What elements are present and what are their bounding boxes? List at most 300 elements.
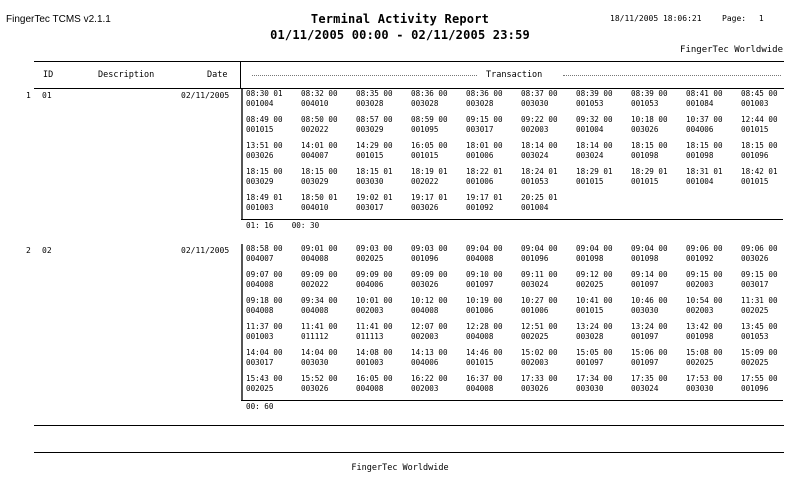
transaction-time: 09:06 00 [741,244,778,253]
transaction-time: 18:42 01 [741,167,778,176]
transaction-cell [741,322,796,348]
transaction-time: 09:15 00 [686,270,723,279]
transaction-user: 001015 [466,358,494,367]
transaction-time: 08:32 00 [301,89,338,98]
footer-company: FingerTec Worldwide [351,463,449,473]
transaction-cell [356,296,411,322]
transaction-cell [246,322,301,348]
transaction-user: 001098 [686,332,714,341]
transaction-cell [466,244,521,270]
app-name: FingerTec TCMS v2.1.1 [6,14,111,25]
transaction-cell [741,167,796,193]
transaction-cell [576,244,631,270]
transaction-cell [466,115,521,141]
transaction-user: 001098 [686,151,714,160]
transaction-cell [301,270,356,296]
transaction-cell [521,89,576,115]
record-date: 02/11/2005 [181,246,230,255]
transaction-user: 004008 [246,306,274,315]
transaction-cell [686,89,741,115]
transaction-time: 14:46 00 [466,348,503,357]
transaction-user: 002025 [246,384,274,393]
transaction-time: 09:06 00 [686,244,723,253]
record-summary: 00: 60 [246,402,274,411]
transaction-time: 16:22 00 [411,374,448,383]
transaction-time: 15:02 00 [521,348,558,357]
column-id: ID [43,70,54,80]
transaction-cell [631,244,686,270]
transaction-time: 09:32 00 [576,115,613,124]
transaction-user: 002003 [686,280,714,289]
transaction-user: 011112 [301,332,329,341]
transaction-user: 001004 [521,203,549,212]
transaction-time: 18:19 01 [411,167,448,176]
column-date: Date [207,70,228,80]
transaction-cell [466,322,521,348]
transaction-user: 001015 [411,151,439,160]
transaction-user: 003024 [521,151,549,160]
transaction-cell [246,296,301,322]
transaction-cell [356,141,411,167]
transaction-time: 15:06 00 [631,348,668,357]
transaction-cell [301,348,356,374]
transaction-cell [301,141,356,167]
transaction-user: 002022 [301,125,329,134]
transaction-cell [466,141,521,167]
transaction-cell [301,322,356,348]
transaction-time: 10:54 00 [686,296,723,305]
transaction-cell [466,270,521,296]
transaction-user: 002003 [411,384,439,393]
transaction-user: 003030 [686,384,714,393]
transaction-row [241,348,796,374]
transaction-time: 12:51 00 [521,322,558,331]
transaction-time: 08:37 00 [521,89,558,98]
transaction-time: 09:04 00 [576,244,613,253]
transaction-cell [741,115,796,141]
company-name: FingerTec Worldwide [680,45,783,55]
transaction-cell [686,296,741,322]
transaction-user: 001096 [521,254,549,263]
transaction-time: 09:09 00 [356,270,393,279]
transaction-cell [576,167,631,193]
transaction-cell [246,374,301,400]
transaction-time: 18:50 01 [301,193,338,202]
transaction-time: 08:45 00 [741,89,778,98]
transaction-time: 13:42 00 [686,322,723,331]
transaction-time: 09:07 00 [246,270,283,279]
transaction-cell [246,89,301,115]
transaction-user: 004006 [356,280,384,289]
transaction-time: 18:15 00 [246,167,283,176]
transaction-time: 12:44 00 [741,115,778,124]
transaction-cell [631,374,686,400]
transaction-user: 001015 [576,177,604,186]
transaction-user: 003026 [631,125,659,134]
transaction-cell [686,244,741,270]
transaction-time: 18:01 00 [466,141,503,150]
transaction-user: 001004 [686,177,714,186]
transaction-time: 18:14 00 [576,141,613,150]
transaction-cell [411,244,466,270]
transaction-time: 10:41 00 [576,296,613,305]
transaction-user: 001003 [356,358,384,367]
transaction-time: 09:12 00 [576,270,613,279]
transaction-user: 003029 [246,177,274,186]
transaction-time: 11:37 00 [246,322,283,331]
transaction-cell [246,348,301,374]
transaction-user: 001015 [356,151,384,160]
transaction-cell [521,141,576,167]
transaction-user: 004008 [411,306,439,315]
transaction-time: 08:41 00 [686,89,723,98]
transaction-user: 002025 [576,280,604,289]
transaction-cell [631,141,686,167]
transaction-time: 09:09 00 [301,270,338,279]
transaction-time: 11:41 00 [301,322,338,331]
transaction-user: 001015 [741,177,769,186]
transaction-cell [521,270,576,296]
transaction-user: 002003 [411,332,439,341]
transaction-cell [301,374,356,400]
transaction-time: 09:15 00 [466,115,503,124]
transaction-time: 18:15 01 [356,167,393,176]
transaction-user: 003026 [301,384,329,393]
transaction-time: 13:24 00 [631,322,668,331]
transaction-user: 001003 [246,332,274,341]
transaction-cell [631,322,686,348]
transaction-cell [521,244,576,270]
transaction-time: 15:08 00 [686,348,723,357]
transaction-cell [521,348,576,374]
transaction-cell [521,322,576,348]
transaction-user: 003024 [521,280,549,289]
transaction-row [241,193,796,219]
transaction-row [241,374,796,400]
transaction-cell [576,322,631,348]
transaction-time: 09:22 00 [521,115,558,124]
transaction-user: 002025 [741,306,769,315]
transaction-time: 18:29 01 [631,167,668,176]
transaction-cell [466,296,521,322]
transaction-user: 003030 [576,384,604,393]
transaction-user: 011113 [356,332,384,341]
transaction-user: 001098 [631,254,659,263]
transaction-time: 10:01 00 [356,296,393,305]
transaction-user: 003026 [246,151,274,160]
transaction-user: 001098 [631,151,659,160]
transaction-cell [741,141,796,167]
transaction-cell [631,115,686,141]
transaction-cell [576,374,631,400]
transaction-user: 002022 [411,177,439,186]
transaction-cell [686,322,741,348]
transaction-time: 18:31 01 [686,167,723,176]
record-number: 2 [26,246,31,255]
transaction-user: 001098 [576,254,604,263]
transaction-user: 001015 [246,125,274,134]
transaction-cell [301,244,356,270]
transaction-cell [521,374,576,400]
transaction-time: 14:04 00 [246,348,283,357]
transaction-cell [356,193,411,219]
transaction-grid [241,244,796,413]
transaction-user: 003026 [411,280,439,289]
transaction-user: 002003 [521,125,549,134]
record-id: 02 [42,246,52,255]
transaction-time: 18:14 00 [521,141,558,150]
transaction-user: 003028 [411,99,439,108]
transaction-time: 10:27 00 [521,296,558,305]
transaction-user: 001004 [246,99,274,108]
transaction-cell [246,167,301,193]
transaction-time: 18:15 00 [741,141,778,150]
page-indicator [722,14,764,23]
transaction-user: 003028 [466,99,494,108]
transaction-time: 08:50 00 [301,115,338,124]
transaction-time: 08:39 00 [576,89,613,98]
transaction-user: 003017 [466,125,494,134]
transaction-cell [576,115,631,141]
transaction-cell [356,322,411,348]
transaction-cell [411,270,466,296]
transaction-user: 002025 [741,358,769,367]
column-description: Description [98,70,155,80]
transaction-cell [741,296,796,322]
transaction-cell [411,89,466,115]
transaction-time: 09:01 00 [301,244,338,253]
transaction-user: 004007 [301,151,329,160]
transaction-time: 09:15 00 [741,270,778,279]
transaction-user: 002003 [686,306,714,315]
transaction-user: 001095 [411,125,439,134]
transaction-time: 12:28 00 [466,322,503,331]
transaction-user: 004006 [686,125,714,134]
transaction-time: 10:18 00 [631,115,668,124]
transaction-time: 19:02 01 [356,193,393,202]
footer-rule [34,452,784,453]
transaction-time: 08:49 00 [246,115,283,124]
transaction-time: 16:05 00 [411,141,448,150]
header-top-rule [34,61,784,62]
transaction-time: 17:35 00 [631,374,668,383]
transaction-cell [686,270,741,296]
transaction-grid [241,89,796,232]
transaction-row [241,141,796,167]
transaction-user: 001015 [576,306,604,315]
transaction-user: 001006 [466,177,494,186]
transaction-user: 004006 [411,358,439,367]
transaction-user: 001096 [411,254,439,263]
transaction-user: 004007 [246,254,274,263]
transaction-cell [356,270,411,296]
transaction-user: 003030 [521,99,549,108]
transaction-row [241,167,796,193]
transaction-user: 002003 [356,306,384,315]
transaction-cell [466,89,521,115]
transaction-user: 002003 [521,358,549,367]
transaction-user: 003030 [631,306,659,315]
transaction-cell [466,348,521,374]
report-date-range: 01/11/2005 00:00 - 02/11/2005 23:59 [270,28,530,42]
transaction-cell [246,270,301,296]
transaction-cell [246,115,301,141]
transaction-row [241,244,796,270]
transaction-user: 002025 [686,358,714,367]
transaction-cell [246,193,301,219]
transaction-cell [686,374,741,400]
transaction-time: 13:24 00 [576,322,613,331]
transaction-time: 16:05 00 [356,374,393,383]
transaction-cell [356,167,411,193]
printed-timestamp: 18/11/2005 18:06:21 [610,14,702,23]
transaction-user: 003030 [301,358,329,367]
transaction-time: 12:07 00 [411,322,448,331]
transaction-cell [741,270,796,296]
transaction-user: 001097 [631,280,659,289]
transaction-user: 004008 [466,384,494,393]
transaction-user: 003026 [521,384,549,393]
transaction-dash-left [252,75,477,76]
transaction-cell [246,141,301,167]
transaction-cell [411,322,466,348]
transaction-cell [411,296,466,322]
transaction-cell [521,296,576,322]
transaction-cell [521,193,576,219]
transaction-cell [246,244,301,270]
transaction-time: 18:22 01 [466,167,503,176]
transaction-user: 001006 [466,151,494,160]
transaction-time: 13:45 00 [741,322,778,331]
transaction-cell [576,141,631,167]
transaction-time: 08:39 00 [631,89,668,98]
transaction-cell [631,89,686,115]
transaction-cell [686,141,741,167]
transaction-time: 17:34 00 [576,374,613,383]
transaction-time: 14:29 00 [356,141,393,150]
transaction-cell [411,374,466,400]
page-number: 1 [758,14,764,23]
transaction-time: 13:51 00 [246,141,283,150]
transaction-time: 15:52 00 [301,374,338,383]
transaction-cell [301,296,356,322]
transaction-user: 001015 [741,125,769,134]
transaction-time: 14:04 00 [301,348,338,357]
transaction-time: 10:46 00 [631,296,668,305]
transaction-user: 003028 [576,332,604,341]
transaction-time: 18:24 01 [521,167,558,176]
transaction-time: 09:14 00 [631,270,668,279]
transaction-cell [356,115,411,141]
transaction-user: 003017 [246,358,274,367]
transaction-time: 09:11 00 [521,270,558,279]
transaction-user: 001096 [741,384,769,393]
transaction-user: 004008 [301,254,329,263]
transaction-user: 001092 [686,254,714,263]
transaction-time: 09:18 00 [246,296,283,305]
transaction-user: 001084 [686,99,714,108]
transaction-time: 19:17 01 [411,193,448,202]
transaction-user: 004010 [301,203,329,212]
transaction-row [241,296,796,322]
report-end-rule [34,425,784,426]
transaction-cell [576,270,631,296]
column-transaction: Transaction [486,70,543,80]
record-id: 01 [42,91,52,100]
transaction-cell [411,348,466,374]
transaction-cell [686,348,741,374]
transaction-user: 002025 [521,332,549,341]
transaction-time: 08:30 01 [246,89,283,98]
transaction-time: 15:09 00 [741,348,778,357]
transaction-time: 09:03 00 [356,244,393,253]
transaction-time: 20:25 01 [521,193,558,202]
transaction-time: 10:12 00 [411,296,448,305]
transaction-row [241,115,796,141]
transaction-time: 18:29 01 [576,167,613,176]
transaction-user: 001053 [521,177,549,186]
transaction-user: 003030 [356,177,384,186]
transaction-cell [466,167,521,193]
transaction-time: 08:36 00 [466,89,503,98]
transaction-cell [741,89,796,115]
transaction-cell [301,89,356,115]
transaction-time: 15:05 00 [576,348,613,357]
transaction-user: 003017 [356,203,384,212]
transaction-user: 003029 [301,177,329,186]
transaction-cell [686,167,741,193]
transaction-time: 14:01 00 [301,141,338,150]
transaction-cell [411,167,466,193]
transaction-time: 10:19 00 [466,296,503,305]
transaction-time: 09:10 00 [466,270,503,279]
transaction-cell [411,141,466,167]
transaction-time: 14:13 00 [411,348,448,357]
transaction-user: 003026 [741,254,769,263]
transaction-time: 17:53 00 [686,374,723,383]
transaction-time: 08:35 00 [356,89,393,98]
transaction-cell [576,296,631,322]
record-number: 1 [26,91,31,100]
page-label: Page: [722,14,747,23]
transaction-user: 001006 [521,306,549,315]
transaction-cell [521,115,576,141]
transaction-cell [356,89,411,115]
transaction-time: 15:43 00 [246,374,283,383]
transaction-user: 004008 [246,280,274,289]
transaction-time: 09:03 00 [411,244,448,253]
transaction-time: 08:36 00 [411,89,448,98]
transaction-time: 08:59 00 [411,115,448,124]
transaction-cell [631,167,686,193]
transaction-cell [631,348,686,374]
transaction-cell [301,167,356,193]
transaction-user: 001097 [631,332,659,341]
transaction-user: 001053 [576,99,604,108]
transaction-user: 004008 [356,384,384,393]
transaction-user: 001003 [246,203,274,212]
transaction-cell [466,193,521,219]
transaction-user: 003024 [631,384,659,393]
transaction-cell [741,348,796,374]
transaction-time: 18:15 00 [301,167,338,176]
transaction-time: 09:04 00 [466,244,503,253]
transaction-row [241,89,796,115]
transaction-time: 11:41 00 [356,322,393,331]
transaction-user: 004008 [301,306,329,315]
transaction-user: 004010 [301,99,329,108]
transaction-user: 001015 [631,177,659,186]
